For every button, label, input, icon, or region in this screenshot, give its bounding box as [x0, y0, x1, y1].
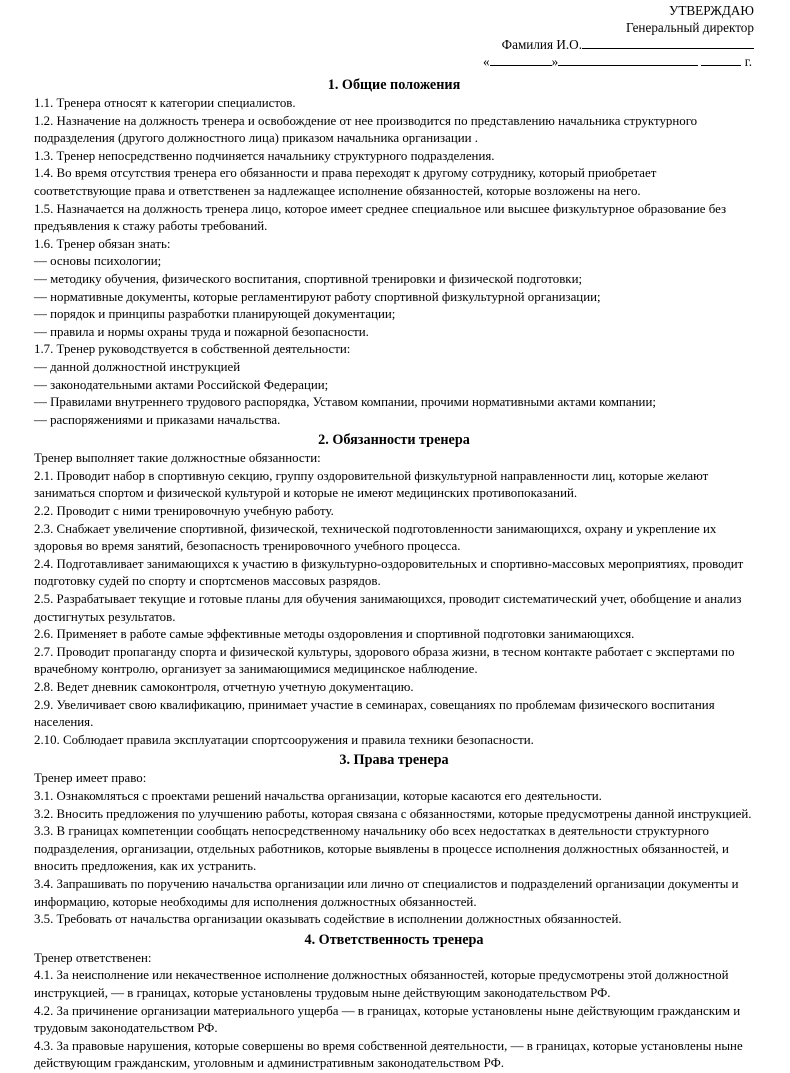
date-day-blank	[490, 53, 552, 66]
paragraph: 1.6. Тренер обязан знать:	[34, 236, 171, 251]
list-item: — данной должностной инструкцией	[34, 359, 241, 374]
paragraph: 2.5. Разрабатывает текущие и готовые планы для обучения занимающихся, проводит систематический учет, обобщение и анализ достигнутых результатов.	[34, 592, 742, 624]
paragraph: 1.2. Назначение на должность тренера и освобождение от нее производится по представлению начальника структурного подразделения (другого должностного лица) приказом начальника организации .	[34, 113, 698, 146]
paragraph: 2.6. Применяет в работе самые эффективные методы оздоровления и спортивной подготовки занимающихся.	[34, 627, 635, 642]
section-heading: 2. Обязанности тренера	[318, 432, 470, 449]
paragraph: 2.2. Проводит с ними тренировочную учебную работу.	[34, 504, 334, 519]
paragraph: 2.4. Подготавливает занимающихся к участию в физкультурно-оздоровительных и спортивно-массовых мероприятиях, проводит подготовку судей по спорту и спортсменов массовых разрядов.	[34, 556, 744, 589]
section-heading: 3. Права тренера	[339, 752, 449, 769]
paragraph: 4.1. За неисполнение или некачественное исполнение должностных обязанностей, которые предусмотрены этой должностной инструкцией, — в границах, которые установлены трудовым ныне действующим законодательством РФ.	[34, 968, 729, 1000]
paragraph: 1.1. Тренера относят к категории специалистов.	[34, 96, 296, 110]
approval-name-blank	[582, 36, 754, 49]
paragraph: 1.3. Тренер непосредственно подчиняется начальнику структурного подразделения.	[34, 148, 495, 163]
paragraph: 4.2. За причинение организации материального ущерба — в границах, которые установлены ныне действующим гражданским и трудовым законодательством РФ.	[34, 1003, 741, 1036]
list-item: — распоряжениями и приказами начальства.	[34, 412, 281, 427]
list-item: — нормативные документы, которые регламентируют работу спортивной физкультурной организации;	[34, 289, 601, 304]
paragraph: 3.1. Ознакомляться с проектами решений начальства организации, которые касаются его деятельности.	[34, 788, 602, 803]
document-body	[34, 76, 754, 1073]
paragraph: 3.5. Требовать от начальства организации оказывать содействие в исполнении должностных обязанностей.	[34, 912, 622, 927]
paragraph: 2.3. Снабжает увеличение спортивной, физической, технической подготовленности занимающихся, охрану и укрепление их здоровья во время занятий, безопасность тренировочного учебного процесса.	[34, 521, 717, 554]
paragraph: 2.7. Проводит пропаганду спорта и физической культуры, здорового образа жизни, в тесном контакте работает с экспертами по врачебному контролю, организует за занимающимися медицинское наблюдение.	[34, 644, 735, 677]
paragraph: 2.8. Ведет дневник самоконтроля, отчетную учетную документацию.	[34, 680, 414, 694]
date-open-quote: «	[483, 54, 490, 69]
approval-date-line	[34, 53, 754, 70]
paragraph: 4.3. За правовые нарушения, которые совершены во время собственной деятельности, — в границах, которые установлены ныне действующим гражданским, уголовным и административным законодательством РФ.	[34, 1038, 743, 1071]
paragraph: 2.9. Увеличивает свою квалификацию, принимает участие в семинарах, совещаниях по проблемам физического воспитания населения.	[34, 697, 715, 730]
section-heading: 1. Общие положения	[327, 77, 461, 93]
paragraph: 1.5. Назначается на должность тренера лицо, которое имеет среднее специальное или высшее физкультурное образование без предъявления к стажу работы требований.	[34, 201, 727, 234]
paragraph: 2.10. Соблюдает правила эксплуатации спортсооружения и правила техники безопасности.	[34, 732, 534, 747]
date-close-quote: »	[551, 54, 559, 69]
paragraph: 3.4. Запрашивать по поручению начальства организации или лично от специалистов и подразделений организации документы и информацию, которые необходимы для исполнения должностных обязанностей.	[34, 876, 739, 909]
paragraph: 3.3. В границах компетенции сообщать непосредственному начальнику обо всех недостатках в деятельности структурного подразделения, организации, отдельных работников, которые выявлены в процессе исполнения должностных обязанностей, и вносить предложения, как их устранить.	[34, 824, 729, 874]
approval-position: Генеральный директор	[625, 20, 754, 35]
paragraph: 1.7. Тренер руководствуется в собственной деятельности:	[34, 342, 351, 357]
list-item: — законодательными актами Российской Федерации;	[34, 377, 329, 392]
approval-name-label: Фамилия И.О.	[501, 37, 582, 52]
approval-block	[34, 2, 754, 70]
list-item: — основы психологии;	[34, 254, 162, 269]
approval-name-line	[34, 36, 754, 53]
list-item: — методику обучения, физического воспитания, спортивной тренировки и физической подготовки;	[34, 271, 583, 286]
list-item: — порядок и принципы разработки планирующей документации;	[34, 307, 396, 322]
list-item: — правила и нормы охраны труда и пожарной безопасности.	[34, 324, 369, 339]
paragraph: 3.2. Вносить предложения по улучшению работы, которая связана с обязанностями, которые предусмотрены данной инструкцией.	[34, 806, 752, 821]
date-year-suffix: г.	[744, 54, 752, 69]
paragraph: Тренер имеет право:	[34, 771, 147, 786]
paragraph: 2.1. Проводит набор в спортивную секцию, группу оздоровительной физкультурной направленности лиц, которые желают заниматься спортом и физической культурой и которые не имеют медицинских противопоказаний.	[34, 468, 709, 501]
paragraph: Тренер ответственен:	[34, 950, 152, 965]
list-item: — Правилами внутреннего трудового распорядка, Уставом компании, прочими нормативными актами компании;	[34, 395, 656, 410]
paragraph: Тренер выполняет такие должностные обязанности:	[34, 451, 321, 466]
section-heading: 4. Ответственность тренера	[304, 931, 484, 948]
approval-label: УТВЕРЖДАЮ	[668, 3, 754, 18]
date-month-blank	[558, 53, 698, 66]
paragraph: 1.4. Во время отсутствия тренера его обязанности и права переходят к другому сотруднику, который приобретает соответствующие права и ответственен за надлежащее исполнение обязанностей, которые возложены на него.	[34, 166, 657, 198]
date-year-blank	[701, 53, 741, 66]
